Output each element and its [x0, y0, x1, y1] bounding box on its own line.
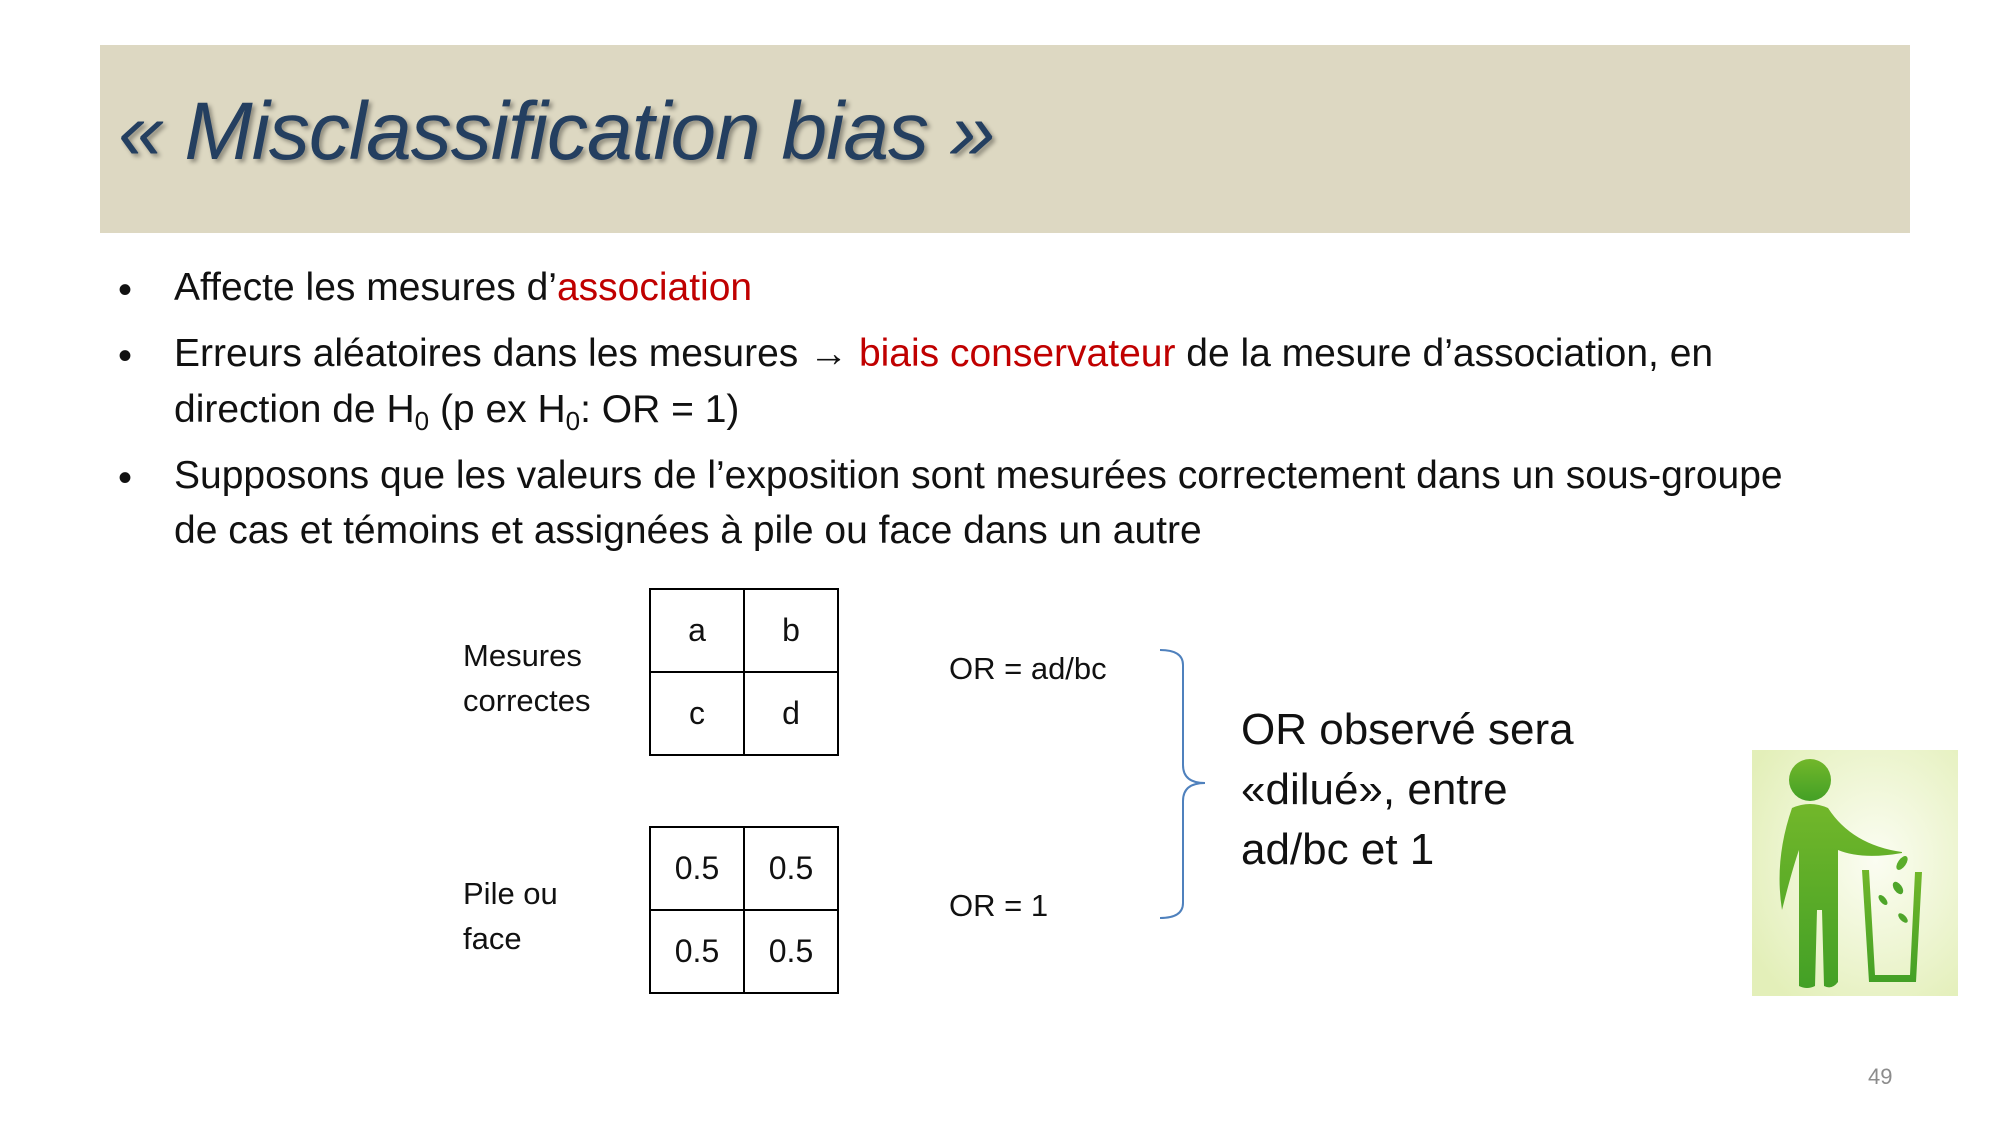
bullet-1 — [174, 266, 752, 310]
bullet-text: Erreurs aléatoires dans les mesures → — [174, 332, 859, 375]
label-line: Pile ou — [463, 876, 558, 911]
right-brace-icon — [1155, 645, 1215, 925]
cell-b: b — [744, 589, 838, 672]
person-throwing-trash-icon — [1752, 750, 1958, 996]
conclusion-line: ad/bc et 1 — [1241, 825, 1435, 874]
title-banner — [100, 45, 1910, 233]
bullet-dot: • — [118, 334, 133, 378]
bullet-text: de la mesure d’association, en — [1175, 332, 1714, 375]
bullet-2 — [174, 332, 1713, 376]
cell: 0.5 — [650, 827, 744, 910]
bullet-2-line2 — [174, 388, 739, 437]
label-correct — [463, 633, 590, 723]
conclusion-text — [1241, 700, 1574, 880]
formula-correct: OR = ad/bc — [949, 651, 1107, 686]
subscript: 0 — [414, 406, 430, 436]
label-line: face — [463, 921, 522, 956]
conclusion-line: «dilué», entre — [1241, 765, 1508, 814]
bullet-text: : OR = 1) — [580, 388, 740, 431]
table-random — [649, 826, 839, 994]
label-line: Mesures — [463, 638, 582, 673]
bullet-dot: • — [118, 456, 133, 500]
highlight-text: association — [556, 266, 753, 309]
subscript: 0 — [565, 406, 581, 436]
label-random — [463, 871, 558, 961]
cell: 0.5 — [744, 827, 838, 910]
cell-d: d — [744, 672, 838, 755]
label-line: correctes — [463, 683, 591, 718]
table-correct — [649, 588, 839, 756]
formula-random: OR = 1 — [949, 888, 1049, 923]
bullet-text: direction de H — [174, 388, 415, 431]
bullet-dot: • — [118, 268, 133, 312]
bullet-3-line2: de cas et témoins et assignées à pile ou face dans un autre — [174, 509, 1202, 552]
bullet-3: Supposons que les valeurs de l’exposition sont mesurées correctement dans un sous-groupe — [174, 454, 1783, 497]
cell: 0.5 — [650, 910, 744, 993]
bullet-text: Affecte les mesures d’ — [174, 266, 557, 309]
cell: 0.5 — [744, 910, 838, 993]
slide-title: « Misclassification bias » — [118, 86, 995, 177]
highlight-text: biais conservateur — [858, 332, 1176, 375]
cell-a: a — [650, 589, 744, 672]
bullet-text: (p ex H — [429, 388, 566, 431]
conclusion-line: OR observé sera — [1241, 705, 1574, 754]
page-number: 49 — [1868, 1064, 1893, 1089]
cell-c: c — [650, 672, 744, 755]
